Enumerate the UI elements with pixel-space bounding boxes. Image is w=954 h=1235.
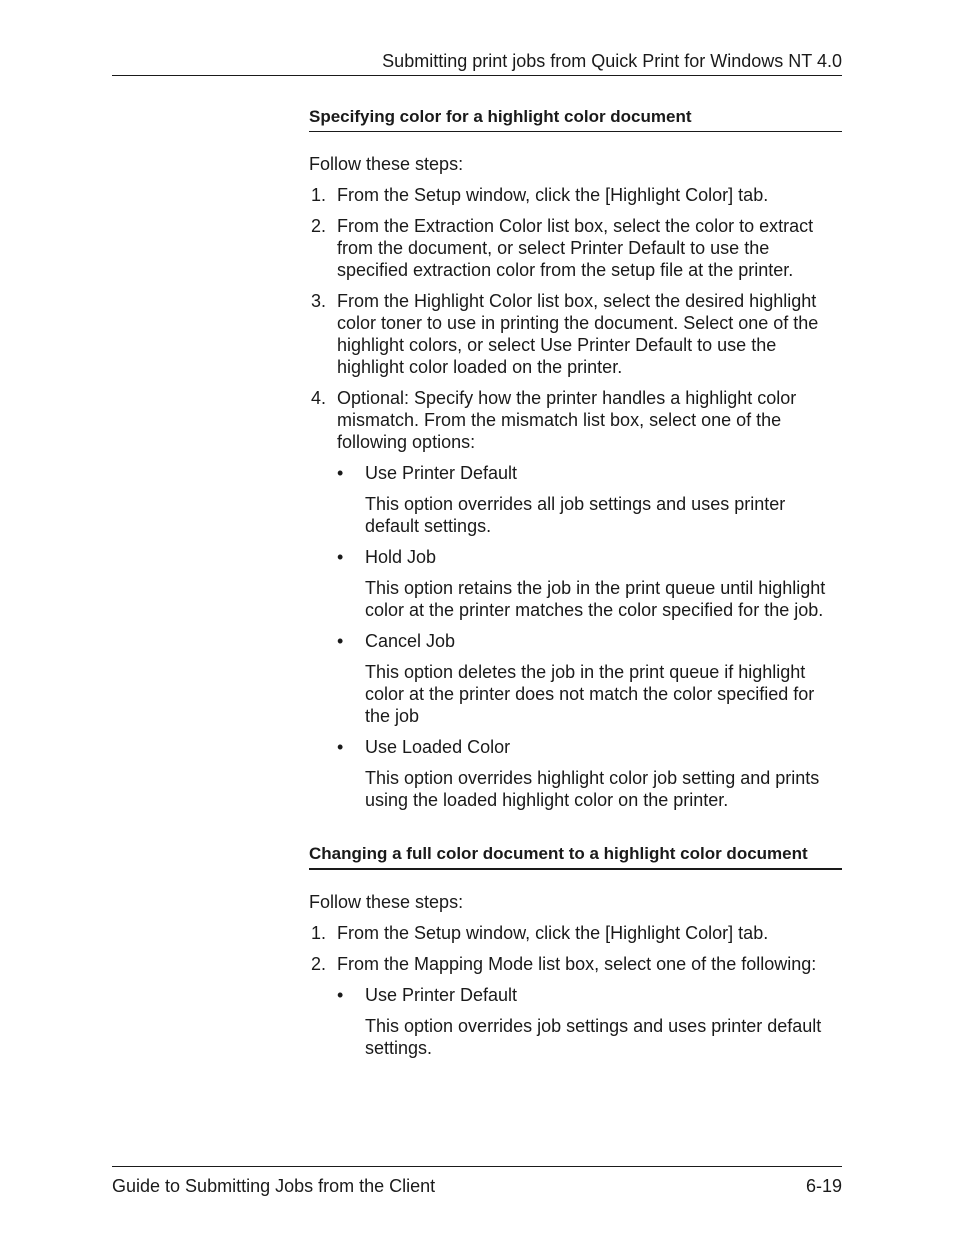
step-number: 3. (311, 291, 327, 311)
step-item (309, 215, 842, 281)
step-number: 1. (311, 185, 327, 205)
running-header: Submitting print jobs from Quick Print for Windows NT 4.0 (382, 51, 842, 71)
step-text: From the Mapping Mode list box, select one of the following: (337, 954, 817, 974)
step-text: From the Extraction Color list box, select the color to extract from the document, or select Printer Default to use the specified extraction color from the setup file at the printer. (337, 216, 814, 280)
section-highlight-color (309, 106, 842, 811)
option-label: Cancel Job (365, 631, 456, 651)
step-list (309, 184, 842, 811)
step-list (309, 922, 842, 1059)
page-number: 6-19 (805, 1176, 842, 1196)
option-label: Use Loaded Color (365, 737, 511, 757)
step-number: 1. (311, 923, 327, 943)
step-text: Optional: Specify how the printer handles a highlight color mismatch. From the mismatch list box, select one of the following options: (337, 388, 797, 452)
option-description: This option overrides job settings and uses printer default settings. (365, 1016, 822, 1058)
option-item (337, 462, 842, 537)
step-item (309, 387, 842, 811)
option-description: This option overrides highlight color job setting and prints using the loaded highlight color on the printer. (365, 768, 820, 810)
section-full-to-highlight (309, 843, 842, 1059)
bullet-icon: • (337, 985, 344, 1005)
step-text: From the Highlight Color list box, select the desired highlight color toner to use in printing the document. Select one of the highlight colors, or select Use Printer Default to use the highlight color loaded on the printer. (337, 291, 819, 377)
option-description: This option deletes the job in the print queue if highlight color at the printer does not match the color specified for the job (365, 662, 815, 726)
intro-text: Follow these steps: (309, 892, 464, 912)
option-list (337, 984, 842, 1059)
bullet-icon: • (337, 463, 344, 483)
option-label: Hold Job (365, 547, 437, 567)
option-list (337, 462, 842, 811)
option-item (337, 984, 842, 1059)
option-label: Use Printer Default (365, 463, 518, 483)
footer-rule (112, 1166, 842, 1167)
footer-title: Guide to Submitting Jobs from the Client (112, 1176, 436, 1196)
section-heading: Changing a full color document to a highlight color document (309, 843, 842, 870)
page-content (309, 106, 842, 1059)
option-description: This option retains the job in the print queue until highlight color at the printer matches the color specified for the job. (365, 578, 826, 620)
option-item (337, 630, 842, 727)
step-item (309, 290, 842, 378)
step-number: 2. (311, 954, 327, 974)
section-heading: Specifying color for a highlight color document (309, 106, 842, 132)
bullet-icon: • (337, 547, 344, 567)
bullet-icon: • (337, 737, 344, 757)
bullet-icon: • (337, 631, 344, 651)
step-item (309, 184, 842, 206)
option-item (337, 736, 842, 811)
option-description: This option overrides all job settings and uses printer default settings. (365, 494, 786, 536)
option-item (337, 546, 842, 621)
step-number: 4. (311, 388, 327, 408)
step-text: From the Setup window, click the [Highlight Color] tab. (337, 185, 769, 205)
header-rule (112, 75, 842, 76)
option-label: Use Printer Default (365, 985, 518, 1005)
step-item (309, 953, 842, 1059)
step-number: 2. (311, 216, 327, 236)
step-item (309, 922, 842, 944)
intro-text: Follow these steps: (309, 154, 464, 174)
step-text: From the Setup window, click the [Highlight Color] tab. (337, 923, 769, 943)
